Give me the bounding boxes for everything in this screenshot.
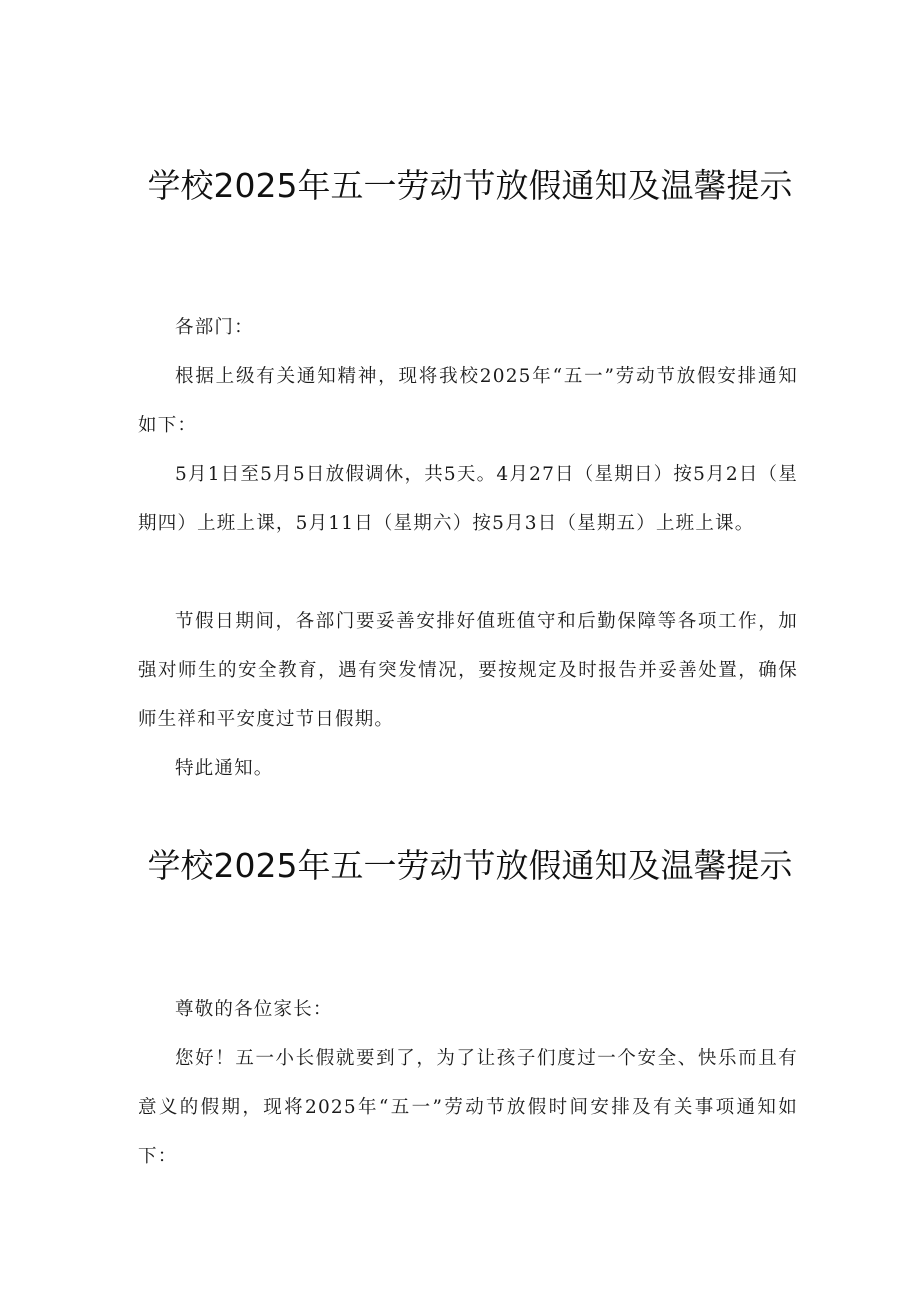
paragraph-closing: 特此通知。 (175, 758, 274, 779)
notice-title-second: 学校2025年五一劳动节放假通知及温馨提示 (147, 846, 793, 885)
paragraph-parents-intro: 您好！五一小长假就要到了，为了让孩子们度过一个安全、快乐而且有意义的假期，现将2025年“五一”劳动节放假时间安排及有关事项通知如下： (138, 1048, 798, 1167)
paragraph-schedule: 5月1日至5月5日放假调休，共5天。4月27日（星期日）按5月2日（星期四）上班上课，5月11日（星期六）按5月3日（星期五）上班上课。 (138, 464, 798, 534)
notice-title: 学校2025年五一劳动节放假通知及温馨提示 (147, 166, 793, 205)
greeting-departments: 各部门： (175, 317, 254, 338)
paragraph-duty: 节假日期间，各部门要妥善安排好值班值守和后勤保障等各项工作，加强对师生的安全教育，遇有突发情况，要按规定及时报告并妥善处置，确保师生祥和平安度过节日假期。 (138, 611, 798, 730)
greeting-parents: 尊敬的各位家长： (175, 999, 333, 1020)
paragraph-intro: 根据上级有关通知精神，现将我校2025年“五一”劳动节放假安排通知如下： (138, 366, 798, 436)
